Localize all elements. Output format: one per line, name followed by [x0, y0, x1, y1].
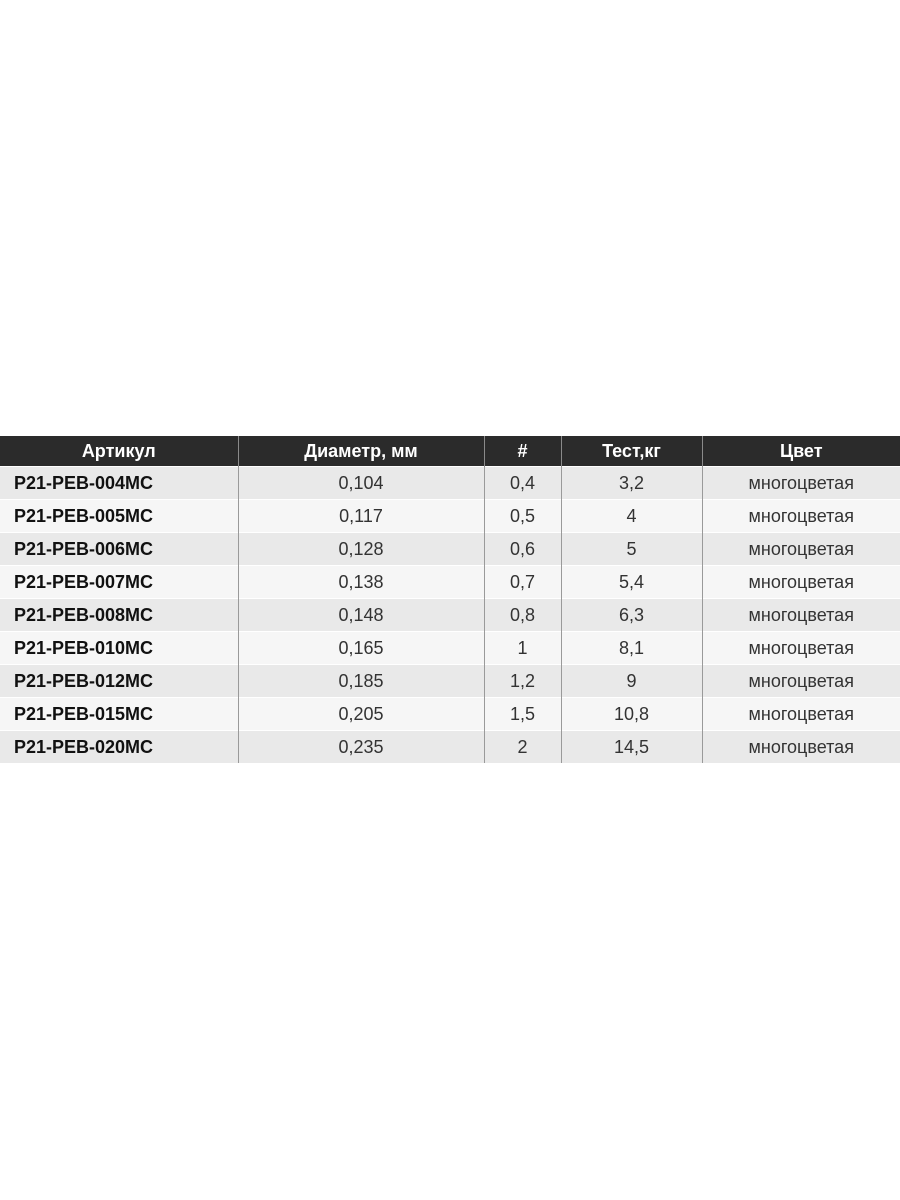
cell-article: P21-PEB-015MC — [0, 698, 238, 731]
cell-test: 5,4 — [561, 566, 702, 599]
cell-color: многоцветая — [702, 665, 900, 698]
cell-diameter: 0,104 — [238, 467, 484, 500]
cell-test: 10,8 — [561, 698, 702, 731]
cell-test: 6,3 — [561, 599, 702, 632]
table-header-row — [0, 436, 900, 467]
cell-article: P21-PEB-006MC — [0, 533, 238, 566]
cell-diameter: 0,205 — [238, 698, 484, 731]
cell-test: 8,1 — [561, 632, 702, 665]
cell-number: 0,7 — [484, 566, 561, 599]
cell-diameter: 0,117 — [238, 500, 484, 533]
cell-test: 3,2 — [561, 467, 702, 500]
cell-test: 4 — [561, 500, 702, 533]
table-row — [0, 566, 900, 599]
cell-color: многоцветая — [702, 731, 900, 764]
header-test: Тест,кг — [561, 436, 702, 467]
cell-number: 0,4 — [484, 467, 561, 500]
table-row — [0, 533, 900, 566]
header-article: Артикул — [0, 436, 238, 467]
cell-color: многоцветая — [702, 632, 900, 665]
table-row — [0, 632, 900, 665]
table-row — [0, 500, 900, 533]
cell-number: 0,8 — [484, 599, 561, 632]
cell-number: 0,5 — [484, 500, 561, 533]
cell-number: 1 — [484, 632, 561, 665]
cell-diameter: 0,148 — [238, 599, 484, 632]
cell-diameter: 0,235 — [238, 731, 484, 764]
cell-diameter: 0,165 — [238, 632, 484, 665]
cell-diameter: 0,185 — [238, 665, 484, 698]
cell-color: многоцветая — [702, 533, 900, 566]
cell-number: 0,6 — [484, 533, 561, 566]
table-row — [0, 665, 900, 698]
cell-number: 1,5 — [484, 698, 561, 731]
table-row — [0, 599, 900, 632]
cell-test: 5 — [561, 533, 702, 566]
cell-color: многоцветая — [702, 599, 900, 632]
product-spec-table — [0, 436, 900, 763]
cell-article: P21-PEB-010MC — [0, 632, 238, 665]
cell-article: P21-PEB-008MC — [0, 599, 238, 632]
cell-number: 2 — [484, 731, 561, 764]
cell-test: 9 — [561, 665, 702, 698]
table-row — [0, 698, 900, 731]
cell-article: P21-PEB-005MC — [0, 500, 238, 533]
cell-article: P21-PEB-007MC — [0, 566, 238, 599]
cell-color: многоцветая — [702, 467, 900, 500]
header-number: # — [484, 436, 561, 467]
cell-diameter: 0,138 — [238, 566, 484, 599]
header-diameter: Диаметр, мм — [238, 436, 484, 467]
cell-article: P21-PEB-012MC — [0, 665, 238, 698]
cell-diameter: 0,128 — [238, 533, 484, 566]
cell-color: многоцветая — [702, 698, 900, 731]
table-row — [0, 731, 900, 764]
header-color: Цвет — [702, 436, 900, 467]
cell-article: P21-PEB-020MC — [0, 731, 238, 764]
table-row — [0, 467, 900, 500]
cell-color: многоцветая — [702, 566, 900, 599]
cell-number: 1,2 — [484, 665, 561, 698]
cell-test: 14,5 — [561, 731, 702, 764]
cell-color: многоцветая — [702, 500, 900, 533]
cell-article: P21-PEB-004MC — [0, 467, 238, 500]
